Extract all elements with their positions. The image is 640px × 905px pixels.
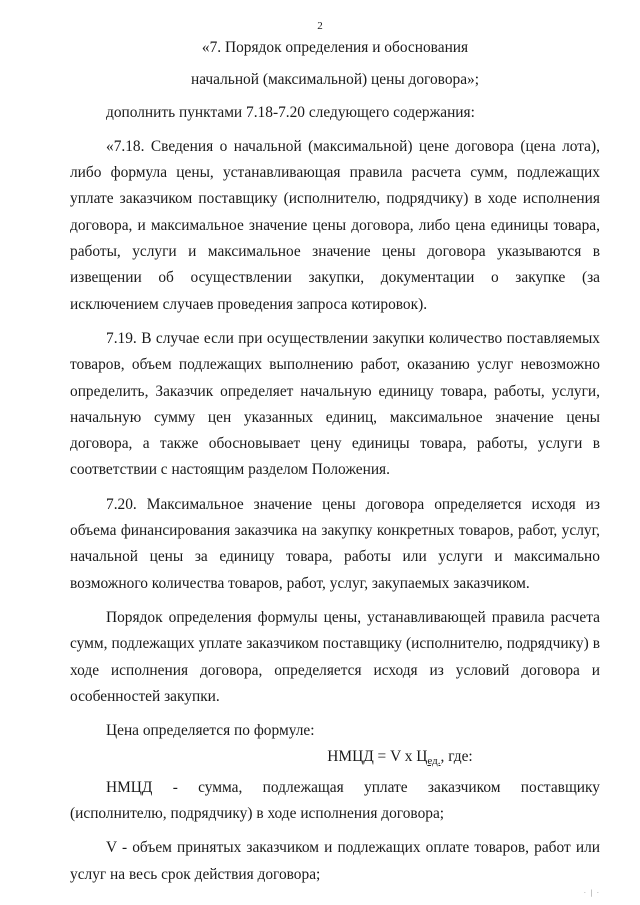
document-body — [70, 35, 600, 896]
formula-main: НМЦД = V x Ц — [327, 748, 428, 766]
intro-paragraph: дополнить пунктами 7.18-7.20 следующего содержания: — [106, 103, 475, 121]
formula-suffix: , где: — [440, 748, 473, 766]
footer-scan-mark: · | · — [583, 889, 600, 897]
nmcd-definition: НМЦД - сумма, подлежащая уплате заказчиком поставщику (исполнителю, подрядчику) в ходе исполнения договора; — [70, 778, 600, 823]
paragraph-7-18: «7.18. Сведения о начальной (максимальной) цене договора (цена лота), либо формула цены, устанавливающая правила расчета сумм, подлежащих уплате заказчиком поставщику (исполнителю, подрядчику) в ходе исполнения договора, и максимальное значение цены договора, либо цена единицы товара, работы, услуги и максимальное значение цены договора указываются в извещении об осуществлении закупки, документации о закупке (за исключением случаев проведения запроса котировок). — [70, 137, 600, 313]
price-formula — [70, 744, 600, 774]
formula-subscript: ед. — [427, 755, 441, 768]
v-definition: V - объем принятых заказчиком и подлежащих оплате товаров, работ или услуг на весь срок действия договора; — [70, 839, 600, 883]
formula-intro: Цена определяется по формуле: — [106, 722, 315, 740]
paragraph-7-19: 7.19. В случае если при осуществлении закупки количество поставляемых товаров, объем подлежащих выполнению работ, оказанию услуг невозможно определить, Заказчик определяет начальную единицу товара, работы, услуги, начальную сумму цен указанных единиц, максимальное значение цены договора, а также обосновывает цену единицы товара, работы, услуги в соответствии с настоящим разделом Положения. — [70, 329, 600, 479]
page-number: 2 — [317, 20, 323, 32]
paragraph-7-20: 7.20. Максимальное значение цены договора определяется исходя из объема финансирования заказчика на закупку конкретных товаров, работ, услуг, начальной цены за единицу товара, работы или услуги и максимально возможного количества товаров, работ, услуг, закупаемых заказчиком. — [70, 495, 600, 592]
section-heading-line-2: начальной (максимальной) цены договора»; — [190, 71, 480, 89]
section-heading-line-1: «7. Порядок определения и обоснования — [201, 39, 469, 56]
formula-order-paragraph: Порядок определения формулы цены, устанавливающей правила расчета сумм, подлежащих уплате заказчиком поставщику (исполнителю, подрядчику) в ходе исполнения договора, определяется исходя из условий договора и особенностей закупки. — [70, 608, 600, 705]
